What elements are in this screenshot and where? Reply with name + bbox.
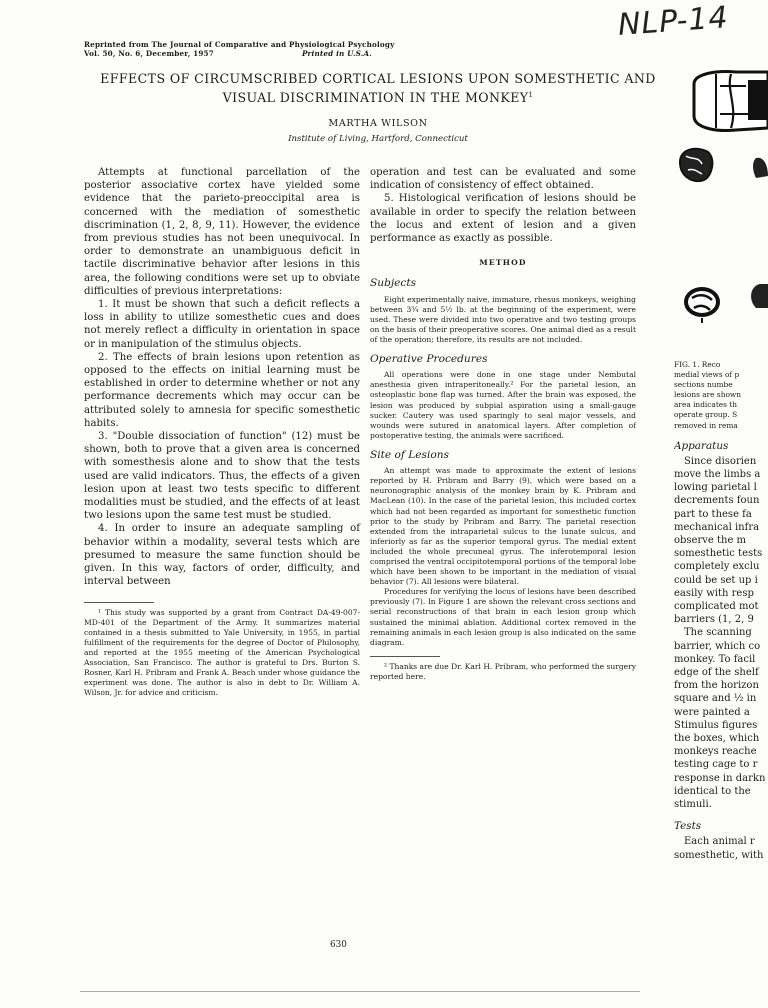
- caption-line: removed in rema: [674, 420, 738, 430]
- paragraph: 3. "Double dissociation of function" (12) must be shown, both to prove that a given area is concerned with somesthesis alone and to show that the tests used are valid indicators. Thus, the effects of a given lesion upon at least two tests specific to different modalities must be studied, and the effects of at least two lesions upon the same test must be studied.: [84, 431, 360, 522]
- text-line: part to these fa: [674, 508, 752, 520]
- method-heading: METHOD: [479, 258, 527, 268]
- title-footnote-mark: 1: [528, 91, 534, 99]
- footnote-rule: [84, 602, 154, 603]
- bottom-rule: [80, 991, 640, 992]
- paragraph: Attempts at functional parcellation of the posterior associative cortex have yielded some evidence that the parieto-preoccipital area is concerned with the mediation of somesthetic discrimination (1, 2, 8, 9, 11). However, the evidence from previous studies has not been unequivocal. In order to demonstrate an unambiguous deficit in tactile discriminative behavior after lesions in this area, the following conditions were set up to obviate difficulties of previous interpretations:: [84, 167, 360, 297]
- text-line: completely exclu: [674, 561, 760, 573]
- caption-line: area indicates th: [674, 400, 738, 410]
- caption-line: sections numbe: [674, 380, 733, 390]
- affiliation: Institute of Living, Hartford, Connecticut: [288, 134, 468, 144]
- text-line: somesthetic tests: [674, 548, 763, 560]
- figure-caption: [674, 360, 768, 431]
- figure-brain-section-cropped: [746, 276, 768, 316]
- right-column: [370, 166, 636, 682]
- text-line: decrements foun: [674, 495, 760, 507]
- text-line: observe the m: [674, 534, 747, 546]
- text-line: move the limbs a: [674, 468, 761, 480]
- title-line-1: EFFECTS OF CIRCUMSCRIBED CORTICAL LESIONS UPON SOMESTHETIC AND: [100, 71, 656, 86]
- text-line: complicated mot: [674, 600, 759, 612]
- volume-line: Vol. 50, No. 6, December, 1957: [84, 49, 214, 58]
- text-line: response in darkn: [674, 772, 766, 784]
- caption-line: medial views of p: [674, 370, 740, 380]
- site-heading: Site of Lesions: [370, 448, 449, 461]
- text-line: monkey. To facil: [674, 653, 756, 665]
- tests-text: [674, 835, 768, 861]
- apparatus-heading: Apparatus: [674, 439, 729, 452]
- text-line: mechanical infra: [674, 521, 760, 533]
- paragraph: 2. The effects of brain lesions upon retention as opposed to the effects on initial learning must be established in order to determine whether or not any performance decrements which may occur can be attributed solely to amnesia for specific somesthetic habits.: [84, 351, 360, 429]
- text-line: could be set up i: [674, 574, 758, 586]
- text-line: Since disorien: [684, 455, 757, 467]
- text-line: The scanning: [684, 627, 752, 639]
- text-line: somesthetic, with: [674, 849, 764, 861]
- printed-line: Printed in U.S.A.: [301, 49, 372, 58]
- text-line: were painted a: [674, 706, 750, 718]
- tests-heading: Tests: [674, 820, 702, 833]
- text-line: the boxes, which: [674, 733, 760, 745]
- text-line: easily with resp: [674, 587, 754, 599]
- cropped-right-column: [674, 360, 768, 862]
- text-line: square and ½ in: [674, 693, 757, 705]
- figure-brain-dorsal: [676, 66, 768, 136]
- text-line: testing cage to r: [674, 759, 758, 771]
- article-title: [84, 71, 672, 106]
- paragraph: 4. In order to insure an adequate sampling of behavior within a modality, several tests which are presumed to measure the same function should be given. In this way, factors of order, difficulty, and interval between: [84, 523, 360, 588]
- paragraph: operation and test can be evaluated and some indication of consistency of effect obtained.: [370, 167, 636, 192]
- footnote-1: ¹ This study was supported by a grant from Contract DA-49-007-MD-401 of the Department of the Army. It summarizes material contained in a thesis submitted to Yale University, in 1955, in partial fulfillment of the requirements for the degree of Doctor of Philosophy, and reported at the 1955 meeting of the American Psychological Association, San Francisco. The author is grateful to Drs. Burton S. Rosner, Karl H. Pribram and Frank A. Beach under whose guidance the experiment was done. The author is also in debt to Dr. William A. Wilson, Jr. for advice and criticism.: [84, 607, 360, 698]
- paragraph: 5. Histological verification of lesions should be available in order to specify the relation between the locus and extent of lesion and a given performance as exactly as possible.: [370, 193, 636, 245]
- caption-line: operate group. S: [674, 410, 738, 420]
- handwritten-note: NLP-14: [616, 0, 730, 43]
- reprint-header: [84, 40, 395, 58]
- text-line: Each animal r: [684, 836, 755, 848]
- figure-brain-lateral: [672, 142, 768, 192]
- text-line: barrier, which co: [674, 640, 761, 652]
- operative-text: All operations were done in one stage under Nembutal anesthesia given intraperitoneally.² For the parietal lesion, an osteoplastic bone flap was turned. After the brain was exposed, the lesion was produced by subpial aspiration using a small-gauge sucker. Cautery was used sparingly to seal major vessels, and wounds were sutured in anatomical layers. After completion of postoperative testing, the animals were sacrificed.: [370, 370, 636, 440]
- text-line: Stimulus figures: [674, 719, 758, 731]
- author-name: MARTHA WILSON: [328, 118, 428, 129]
- footnote-2: ² Thanks are due Dr. Karl H. Pribram, who performed the surgery reported here.: [370, 661, 636, 681]
- text-line: lowing parietal l: [674, 482, 757, 494]
- text-line: from the horizon: [674, 680, 759, 692]
- figure-brain-section: [676, 280, 732, 330]
- site-text: An attempt was made to approximate the extent of lesions reported by H. Pribram and Barry (9), which were based on a neuronographic analysis of the monkey brain by K. Pribram and MacLean (10). In the case of the parietal lesion, this included cortex which had not been regarded as important for somesthetic function prior to the study by Pribram and Barry. The parietal resection extended from the intraparietal sulcus to the lunate sulcus, and inferiorly as far as the superior temporal gyrus. The medial extent included the whole precuneal gyrus. The inferotemporal lesion comprised the ventral occipitotemporal portions of the temporal lobe which have been shown to be important in the mediation of visual behavior (7). All lesions were bilateral.: [370, 466, 636, 587]
- apparatus-text: [674, 455, 768, 811]
- paragraph: 1. It must be shown that such a deficit reflects a loss in ability to utilize somesthetic cues and does not merely reflect a difficulty in orientation in space or in manipulation of the stimulus objects.: [84, 299, 360, 350]
- text-line: stimuli.: [674, 799, 712, 811]
- left-column: [84, 166, 360, 698]
- subjects-text: Eight experimentally naive, immature, rhesus monkeys, weighing between 3¾ and 5½ lb. at the beginning of the experiment, were used. These were divided into two operative and two testing groups on the basis of their preoperative scores. One animal died as a result of the operation; therefore, its results are not included.: [370, 294, 636, 344]
- text-line: barriers (1, 2, 9: [674, 614, 754, 626]
- text-line: edge of the shelf: [674, 667, 759, 678]
- page-number: 630: [330, 940, 347, 950]
- caption-line: FIG. 1. Reco: [674, 360, 721, 369]
- title-line-2: VISUAL DISCRIMINATION IN THE MONKEY: [222, 90, 529, 106]
- site-text-2: Procedures for verifying the locus of lesions have been described previously (7). In Figure 1 are shown the relevant cross sections and serial reconstructions of that brain in each lesion group which sustained the minimal ablation. Additional cortex removed in the remaining animals in each lesion group is also indicated on the same diagram.: [370, 587, 636, 647]
- text-line: identical to the: [674, 785, 751, 797]
- operative-heading: Operative Procedures: [370, 353, 488, 366]
- reprint-line: Reprinted from The Journal of Comparative and Physiological Psychology: [84, 40, 395, 49]
- text-line: monkeys reache: [674, 746, 757, 758]
- subjects-heading: Subjects: [370, 277, 417, 290]
- caption-line: lesions are shown: [674, 390, 741, 400]
- footnote-rule: [370, 656, 440, 657]
